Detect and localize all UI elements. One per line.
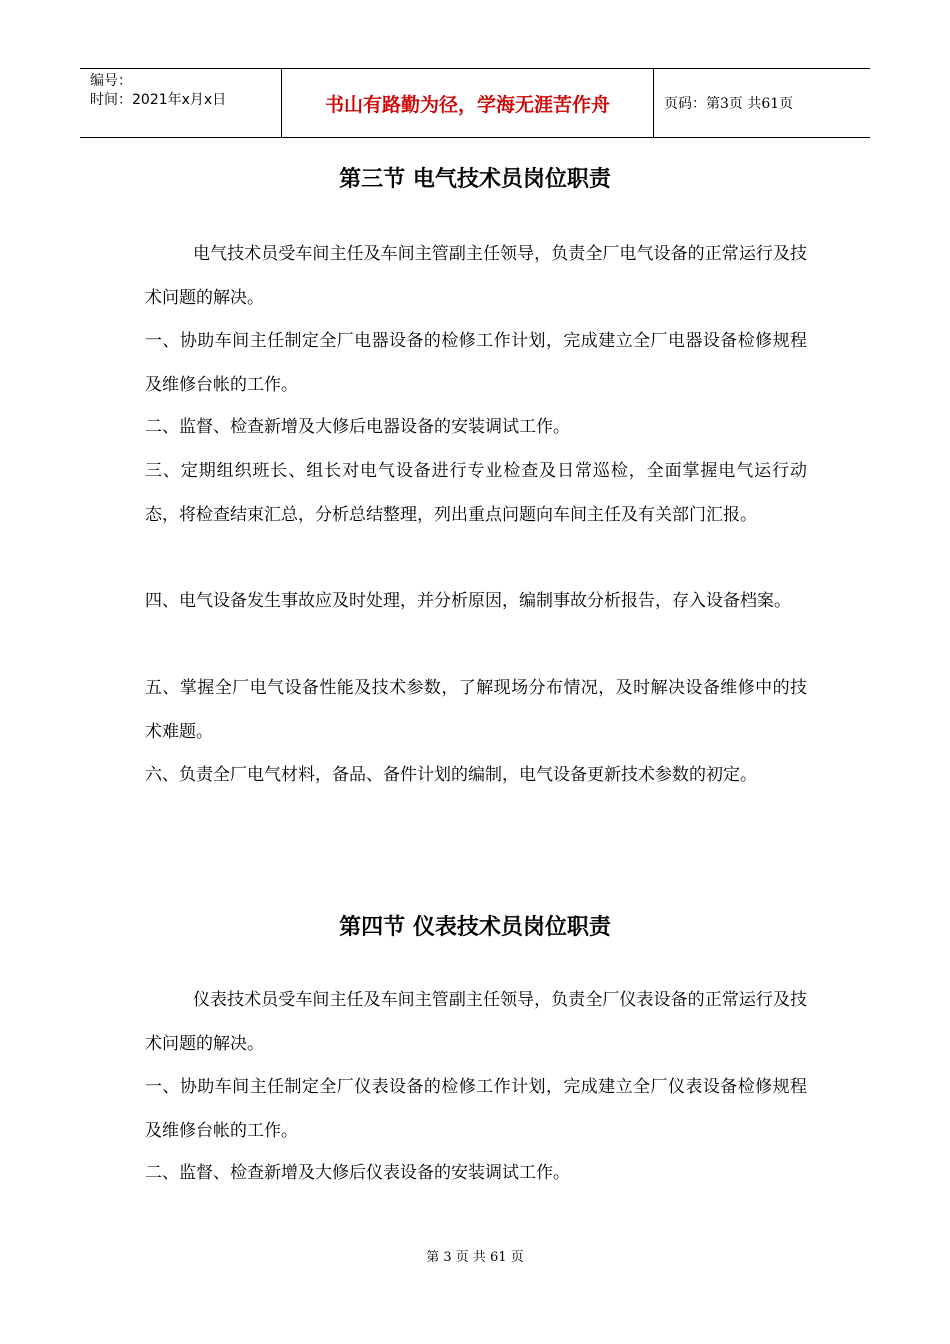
header-page-info: 页码：第3页 共61页	[664, 96, 794, 112]
header-info-cell	[80, 69, 282, 137]
page-footer: 第 3 页 共 61 页	[426, 1250, 524, 1265]
header-motto: 书山有路勤为径，学海无涯苦作舟	[282, 69, 654, 137]
section-3-title: 第三节 电气技术员岗位职责	[339, 167, 611, 192]
document-number-label: 编号：	[90, 73, 132, 89]
section-4-title: 第四节 仪表技术员岗位职责	[339, 915, 611, 940]
section-3-paragraph: 四、电气设备发生事故应及时处理，并分析原因，编制事故分析报告，存入设备档案。	[145, 591, 791, 611]
section-3-paragraph: 三、定期组织班长、组长对电气设备进行专业检查及日常巡检，全面掌握电气运行动态，将检查结束汇总，分析总结整理，列出重点问题向车间主任及有关部门汇报。	[145, 461, 807, 525]
section-3-paragraph: 电气技术员受车间主任及车间主管副主任领导，负责全厂电气设备的正常运行及技术问题的解决。	[145, 244, 807, 308]
document-time-label: 时间：2021年x月x日	[90, 92, 227, 108]
section-4-paragraph: 仪表技术员受车间主任及车间主管副主任领导，负责全厂仪表设备的正常运行及技术问题的解决。	[145, 990, 807, 1054]
section-4-paragraph: 一、协助车间主任制定全厂仪表设备的检修工作计划，完成建立全厂仪表设备检修规程及维修台帐的工作。	[145, 1077, 807, 1141]
page-header	[80, 68, 870, 138]
section-3-paragraph: 一、协助车间主任制定全厂电器设备的检修工作计划，完成建立全厂电器设备检修规程及维修台帐的工作。	[145, 331, 807, 395]
section-4-paragraph: 二、监督、检查新增及大修后仪表设备的安装调试工作。	[145, 1163, 570, 1183]
section-3-paragraph: 五、掌握全厂电气设备性能及技术参数，了解现场分布情况，及时解决设备维修中的技术难题。	[145, 678, 807, 742]
section-3-paragraph: 六、负责全厂电气材料，备品、备件计划的编制，电气设备更新技术参数的初定。	[145, 765, 757, 785]
section-3-paragraph: 二、监督、检查新增及大修后电器设备的安装调试工作。	[145, 417, 570, 437]
